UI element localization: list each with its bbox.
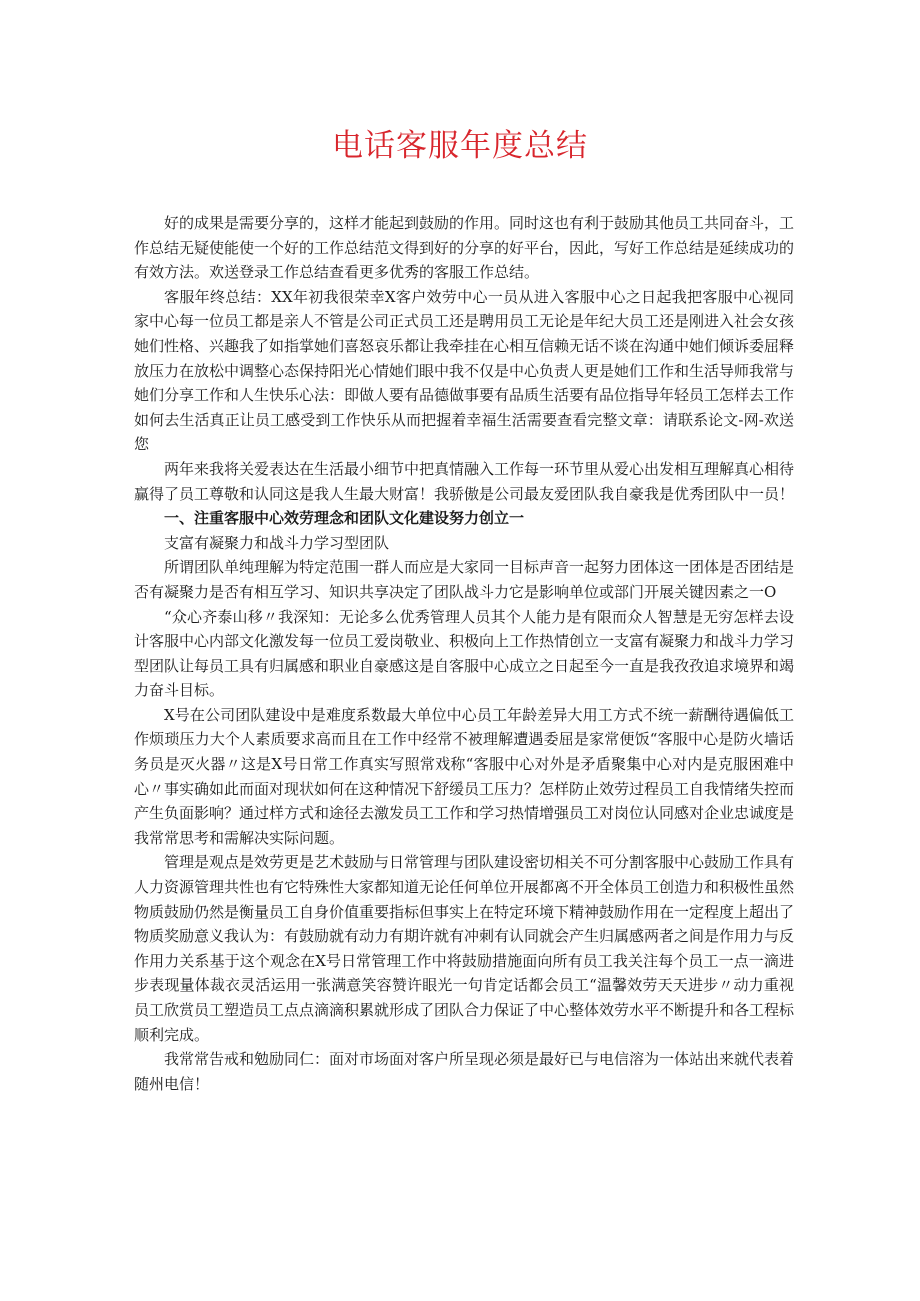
paragraph-closing: 我常常告戒和勉励同仁：面对市场面对客户所呈现必须是最好已与电信溶为一体站出来就代表着随州电信！: [134, 1050, 795, 1093]
document-title: 电话客服年度总结: [332, 128, 588, 164]
paragraph-heading-continuation: 支富有凝聚力和战斗力学习型团队: [164, 533, 390, 552]
paragraph-year-end-summary: 客服年终总结：XX年初我很荣幸X客户效劳中心一员从进入客服中心之日起我把客服中心视同家中心每一位员工都是亲人不管是公司正式员工还是聘用员工无论是年纪大员工还是刚进入社会女孩她们性格、兴趣我了如指掌她们喜怒哀乐都让我牵挂在心相互信赖无话不谈在沟通中她们倾诉委屈释放压力在放松中调整心态保持阳光心情她们眼中我不仅是中心负责人更是她们工作和生活导师我常与她们分享工作和人生快乐心法：即做人要有品德做事要有品质生活要有品位指导年轻员工怎样去工作如何去生活真正让员工感受到工作快乐从而把握着幸福生活需要查看完整文章：请联系论文-网-欢送您: [134, 287, 795, 454]
section-heading-1: 一、注重客服中心效劳理念和团队文化建设努力创立一: [164, 509, 525, 528]
paragraph-management-motivation: 管理是观点是效劳更是艺术鼓励与日常管理与团队建设密切相关不可分割客服中心鼓励工作具有人力资源管理共性也有它特殊性大家都知道无论任何单位开展都离不开全体员工创造力和积极性虽然物质鼓励仍然是衡量员工自身价值重要指标但事实上在特定环境下精神鼓励作用在一定程度上超出了物质奖励意义我认为：有鼓励就有动力有期许就有冲刺有认同就会产生归属感两者之间是作用力与反作用力关系基于这个观念在X号日常管理工作中将鼓励措施面向所有员工我关注每个员工一点一滴进步表现量体裁衣灵活运用一张满意笑容赞许眼光一句肯定话都会员工“温馨效劳天天进步〃动力重视员工欣赏员工塑造员工点点滴滴积累就形成了团队合力保证了中心整体效劳水平不断提升和各工程标顺利完成。: [134, 853, 795, 1044]
paragraph-team-culture: “众心齐泰山移〃我深知：无论多么优秀管理人员其个人能力是有限而众人智慧是无穷怎样去设计客服中心内部文化激发每一位员工爱岗敬业、积极向上工作热情创立一支富有凝聚力和战斗力学习型团队让每员工具有归属感和职业自豪感这是自客服中心成立之日起至今一直是我孜孜追求境界和竭力奋斗目标。: [134, 607, 795, 700]
paragraph-two-years: 两年来我将关爱表达在生活最小细节中把真情融入工作每一环节里从爱心出发相互理解真心相待赢得了员工尊敬和认同这是我人生最大财富！我骄傲是公司最友爱团队我自豪我是优秀团队中一员！: [134, 459, 795, 503]
paragraph-team-definition: 所谓团队单纯理解为特定范围一群人而应是大家同一目标声音一起努力团体这一团体是否团结是否有凝聚力是否有相互学习、知识共享决定了团队战斗力它是影响单位或部门开展关键因素之一O: [134, 558, 795, 601]
document-body: [134, 211, 794, 1096]
paragraph-team-challenges: X号在公司团队建设中是难度系数最大单位中心员工年龄差异大用工方式不统一薪酬待遇偏低工作烦琐压力大个人素质要求高而且在工作中经常不被理解遭遇委屈是家常便饭“客服中心是防火墙话务员是灭火器〃这是X号日常工作真实写照常戏称“客服中心对外是矛盾聚集中心对内是克服困难中心〃事实确如此而面对现状如何在这种情况下舒缓员工压力？怎样防止效劳过程员工自我情绪失控而产生负面影响？通过样方式和途径去激发员工工作和学习热情增强员工对岗位认同感对企业忠诚度是我常常思考和需解决实际问题。: [134, 705, 795, 847]
paragraph-intro: 好的成果是需要分享的，这样才能起到鼓励的作用。同时这也有利于鼓励其他员工共同奋斗，工作总结无疑使能使一个好的工作总结范文得到好的分享的好平台，因此，写好工作总结是延续成功的有效方法。欢送登录工作总结查看更多优秀的客服工作总结。: [134, 214, 795, 282]
